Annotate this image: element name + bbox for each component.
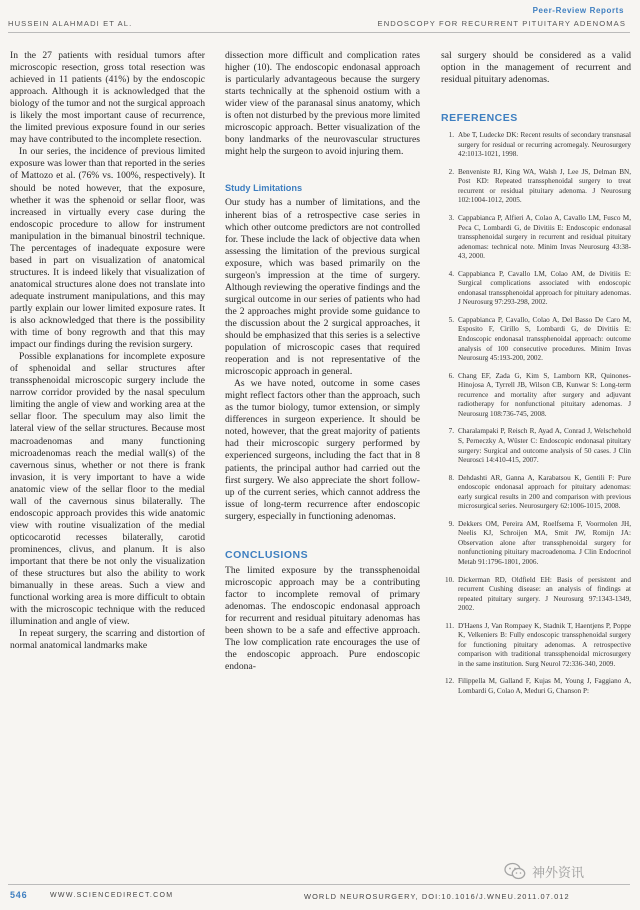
- section-label: Peer-Review Reports: [532, 6, 624, 15]
- journal-citation: WORLD NEUROSURGERY, DOI:10.1016/J.WNEU.2011.07.012: [304, 892, 570, 901]
- reference-number: 4.: [448, 269, 454, 278]
- reference-text: D'Haens J, Van Rompaey K, Stadnik T, Haentjens P, Poppe K, Velkeniers B: Fully endoscopic transsphenoidal surgery for functioning pituitary adenomas. A retrospective comparison with traditional transsphenoidal microsurgery in the same institution. Surg Neurol 72:336-340, 2009.: [458, 621, 631, 668]
- column-middle: [225, 50, 420, 673]
- running-title: ENDOSCOPY FOR RECURRENT PITUITARY ADENOMAS: [377, 19, 626, 28]
- study-limitations-heading: Study Limitations: [225, 183, 303, 194]
- reference-item: [441, 474, 631, 512]
- conclusions-heading: CONCLUSIONS: [225, 548, 309, 561]
- reference-number: 3.: [448, 214, 454, 223]
- reference-text: Chang EF, Zada G, Kim S, Lamborn KR, Quinones-Hinojosa A, Tyrrell JB, Wilson CB, Kunwar S: Long-term recurrence and mortality after surgery and adjuvant radiotherapy for nonfunctional pituitary adenomas. J Neurosurg 108:736-745, 2008.: [458, 371, 631, 418]
- reference-number: 7.: [448, 427, 454, 436]
- reference-text: Cappabianca P, Alfieri A, Colao A, Cavallo LM, Fusco M, Peca C, Lombardi G, de Divitiis E: Endoscopic endonasal transsphenoidal surgery in recurrent and residual pituitary adenomas: technical note. Minim Invas Neurosurg 43:38-43, 2000.: [458, 214, 631, 261]
- reference-item: [441, 131, 631, 160]
- page-number: 546: [10, 890, 28, 900]
- paragraph: As we have noted, outcome in some cases might reflect factors other than the approach, such as the tumor biology, tumor extension, or simply differences in surgeon experience. It should be noted, however, that the great majority of patients had their microscopic surgery performed by experienced surgeons, including the fact that in 8 patients, the principal author had carried out the first surgery. We also appreciate the short follow-up of the current series, which cannot address the issue of long-term recurrence after endoscopic surgery, especially in functioning adenomas.: [225, 378, 420, 522]
- footer-rule: [8, 884, 630, 885]
- running-authors: HUSSEIN ALAHMADI ET AL.: [8, 19, 133, 28]
- reference-item: [441, 427, 631, 465]
- reference-text: Dickerman RD, Oldfield EH: Basis of persistent and recurrent Cushing disease: an analysis of findings at repeated pituitary surgery. J Neurosurg 97:1343-1349, 2002.: [458, 575, 631, 613]
- reference-number: 9.: [448, 519, 454, 528]
- paragraph: Our study has a number of limitations, and the inherent bias of a retrospective case series in which other outcome predictors are not controlled for. These include the lack of objective data when assessing the limitation of the previous surgical exposure, which was based primarily on the surgeon's impression at the time of surgery. Although reviewing the operative findings and the surgical outcome in our series of patients who had the 2 approaches might provide some guidance to the discussion about the 2 surgical approaches, it should be emphasized that this series is a selective population of microscopic cases that required reoperation and is not representative of the microscopic approach in general.: [225, 197, 420, 378]
- reference-item: [441, 168, 631, 206]
- reference-item: [441, 520, 631, 568]
- column-right: [441, 50, 631, 705]
- reference-item: [441, 372, 631, 420]
- reference-number: 5.: [448, 315, 454, 324]
- reference-text: Cappabianca P, Cavallo, Colao A, Del Basso De Caro M, Esposito F, Cirillo S, Lombardi G, de Divitiis E: Endoscopic endonasal transsphenoidal approach: outcome analysis of 100 consecutive procedures. Minim Invas Neurosurg 45:193-200, 2002.: [458, 315, 631, 363]
- column-left: [10, 50, 205, 652]
- paragraph: sal surgery should be considered as a valid option in the management of recurrent and residual pituitary adenomas.: [441, 50, 631, 86]
- paragraph: In the 27 patients with residual tumors after microscopic resection, gross total resection was achieved in 11 patients (41%) by the endoscopic approach. Although it is acknowledged that the biology of the tumor and not the surgical approach is likely the most important cause of recurrence, the limited previous exposure found in our series may have contributed to the incomplete resection.: [10, 50, 205, 146]
- watermark-text: 神外资讯: [532, 865, 585, 881]
- reference-item: [441, 576, 631, 614]
- reference-text: Filippella M, Galland F, Kujas M, Young J, Faggiano A, Lombardi G, Colao A, Meduri G, Chanson P:: [458, 677, 631, 695]
- paragraph: In repeat surgery, the scarring and distortion of normal anatomical landmarks make: [10, 628, 205, 652]
- paragraph: The limited exposure by the transsphenoidal microscopic approach may be a contributing factor to incomplete removal of primary adenomas. The endoscopic endonasal approach for recurrent and residual pituitary adenomas has been shown to be a safe and effective approach. The low complication rate encourages the use of the endoscopic approach. Pure endoscopic endona-: [225, 564, 420, 673]
- reference-list: [441, 131, 631, 696]
- reference-text: Abe T, Ludecke DK: Recent results of secondary transnasal surgery for residual or recurring acromegaly. Neurosurgery 42:1013-1021, 1998.: [458, 131, 631, 159]
- references-heading: REFERENCES: [441, 112, 518, 125]
- paragraph: Possible explanations for incomplete exposure of sphenoidal and sellar structures after transsphenoidal microscopic surgery include the narrow corridor provided by the nasal speculum limiting the angle of view and working area at the sellar floor. The speculum may also limit the lateral view of the sellar structures. Because most macroadenomas and many functioning microadenomas reach the medial wall(s) of the cavernous sinus, whether or not there is frank invasion, it is very important to have a wide anatomic view of the sellar floor to the medial wall of the cavernous sinus bilaterally. The endoscopic approach provides this wide anatomic view with routine visualization of the medial opticocarotid recesses bilaterally, carotid prominences, clivus, and planum. It is also important that there be not only the visualization of these structures but also the ability to work bimanually in these areas. Such a view and functional working area is more difficult to obtain with the microscopic technique with the reduced illumination and angle of view.: [10, 351, 205, 628]
- reference-text: Cappabianca P, Cavallo LM, Colao AM, de Divitiis E: Surgical complications associated with endoscopic endonasal transsphenoidal approach for pituitary adenomas. J Neurosurg 97:293-298, 2002.: [458, 269, 631, 307]
- paragraph: dissection more difficult and complication rates higher (10). The endoscopic endonasal approach is particularly advantageous because the surgery starts technically at the sphenoid ostium with a wider view of the paranasal sinus anatomy, which is often not disturbed by the previous more limited microscopic approach. Better visualization of the bony landmarks of the neurovascular structures might help the surgeon to avoid injuring them.: [225, 50, 420, 158]
- paragraph: In our series, the incidence of previous limited exposure was lower than that reported in the series of Mattozo et al. (76% vs. 100%, respectively). It should be noted however, that the exposure, whether it was the sphenoid or sellar floor, was increased in virtually every case during the endoscopic procedure to allow for instrument manipulation in the bimanual binostril technique. The percentages of inadequate exposure were based in part on visualization of anatomical structures. It is indeed likely that visualization of anatomical structures alone does not translate into adequate instrument manipulations, and this may partly explain our lower limited exposure rates. It is also acknowledged that there is the possibility with time of bony regrowth and that this may impact our findings during the revision surgery.: [10, 146, 205, 351]
- website-link[interactable]: WWW.SCIENCEDIRECT.COM: [50, 892, 174, 899]
- reference-number: 6.: [448, 371, 454, 380]
- reference-number: 1.: [448, 131, 454, 140]
- reference-number: 2.: [448, 167, 454, 176]
- reference-item: [441, 677, 631, 696]
- reference-number: 12.: [445, 677, 454, 686]
- reference-item: [441, 316, 631, 364]
- reference-item: [441, 270, 631, 308]
- wechat-watermark: [504, 858, 630, 884]
- reference-number: 10.: [445, 575, 454, 584]
- reference-text: Benveniste RJ, King WA, Walsh J, Lee JS, Delman BN, Post KD: Repeated transsphenoidal surgery to treat recurrent or residual pituitary adenoma. J Neurosurg 102:1004-1012, 2005.: [458, 167, 631, 205]
- reference-number: 8.: [448, 473, 454, 482]
- reference-item: [441, 214, 631, 262]
- reference-text: Dekkers OM, Pereira AM, Roelfsema F, Voormolen JH, Neelis KJ, Schroijen MA, Smit JW, Romijn JA: Observation alone after transsphenoidal surgery for nonfunctioning pituitary macroadenoma. J Clin Endocrinol Metab 91:1796-1801, 2006.: [458, 519, 631, 566]
- reference-number: 11.: [445, 621, 454, 630]
- wechat-icon: [504, 862, 526, 880]
- reference-item: [441, 622, 631, 670]
- header-rule: [8, 32, 630, 33]
- reference-text: Charalampaki P, Reisch R, Ayad A, Conrad J, Welschehold S, Perneczky A, Wüster C: Endoscopic endonasal pituitary surgery: Surgical and outcome analysis of 50 cases. J Clin Neurosci 14:410-415, 2007.: [458, 427, 631, 465]
- reference-text: Dehdashti AR, Ganna A, Karabatsou K, Gentili F: Pure endoscopic endonasal approach for pituitary adenomas: early surgical results in 200 and comparison with previous microsurgical series. Neurosurgery 62:1006-1015, 2008.: [458, 473, 631, 511]
